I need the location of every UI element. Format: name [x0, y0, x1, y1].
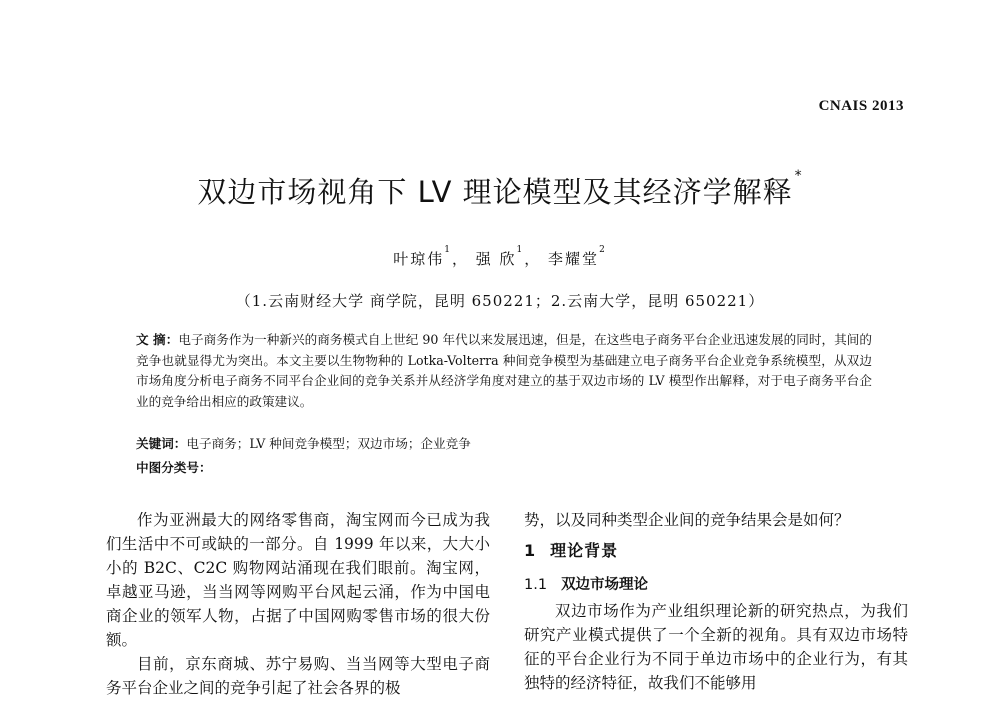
affiliation: （1.云南财经大学 商学院，昆明 650221；2.云南大学，昆明 650221） — [235, 292, 765, 310]
section-title: 理论背景 — [550, 541, 619, 560]
section-heading — [524, 539, 908, 563]
abstract-label: 文 摘： — [136, 332, 179, 347]
body-paragraph: 作为亚洲最大的网络零售商，淘宝网而今已成为我们生活中不可或缺的一部分。自 1999 年以来，大大小小的 B2C、C2C 购物网站涌现在我们眼前。淘宝网，卓越亚马逊，当当网等网购平台风起云涌，作为中国电商企业的领军人物，占据了中国网购零售市场的很大份额。 — [106, 511, 490, 649]
body-paragraph: 双边市场作为产业组织理论新的研究热点，为我们研究产业模式提供了一个全新的视角。具有双边市场特征的平台企业行为不同于单边市场中的企业行为，有其独特的经济特征，故我们不能够用 — [524, 602, 908, 692]
paper-title-text: 双边市场视角下 LV 理论模型及其经济学解释 — [197, 175, 793, 209]
author-affil-mark: 2 — [599, 245, 607, 255]
author-name: 李耀堂 — [548, 250, 600, 268]
title-footnote-mark: * — [794, 168, 803, 184]
keywords-text: 电子商务；LV 种间竞争模型；双边市场；企业竞争 — [186, 436, 471, 451]
abstract-text: 电子商务作为一种新兴的商务模式自上世纪 90 年代以来发展迅速，但是，在这些电子商务平台企业迅速发展的同时，其间的竞争也就显得尤为突出。本文主要以生物物种的 Lotka-Volterra 种间竞争模型为基础建立电子商务平台企业竞争系统模型，从双边市场角度分析电子商务不同平台企业间的竞争关系并从经济学角度对建立的基于双边市场的 LV 模型作出解释，对于电子商务平台企业的竞争给出相应的政策建议。 — [136, 332, 872, 409]
conference-tag: CNAIS 2013 — [818, 98, 904, 114]
subsection-number: 1.1 — [524, 577, 548, 593]
classification-number — [136, 457, 212, 476]
keywords — [136, 433, 471, 452]
clc-label: 中图分类号： — [136, 460, 212, 475]
author-separator: ， — [451, 250, 469, 268]
section-number: 1 — [524, 541, 537, 560]
paper-title — [0, 170, 1000, 211]
subsection-title: 双边市场理论 — [561, 577, 649, 593]
abstract — [136, 330, 872, 412]
subsection-heading — [524, 573, 908, 597]
author-separator: ， — [524, 250, 542, 268]
body-paragraph: 目前，京东商城、苏宁易购、当当网等大型电子商务平台企业之间的竞争引起了社会各界的极 — [106, 655, 490, 697]
author-name: 强 欣 — [475, 250, 517, 268]
body-left-column — [106, 508, 490, 700]
author-list — [0, 245, 1000, 269]
author-affil-mark: 1 — [516, 245, 525, 255]
keywords-label: 关键词： — [136, 436, 187, 451]
body-right-column — [524, 508, 908, 695]
body-paragraph-continuation: 势，以及同种类型企业间的竞争结果会是如何？ — [524, 511, 850, 529]
author-name: 叶琼伟 — [393, 250, 445, 268]
author-affil-mark: 1 — [444, 245, 452, 255]
